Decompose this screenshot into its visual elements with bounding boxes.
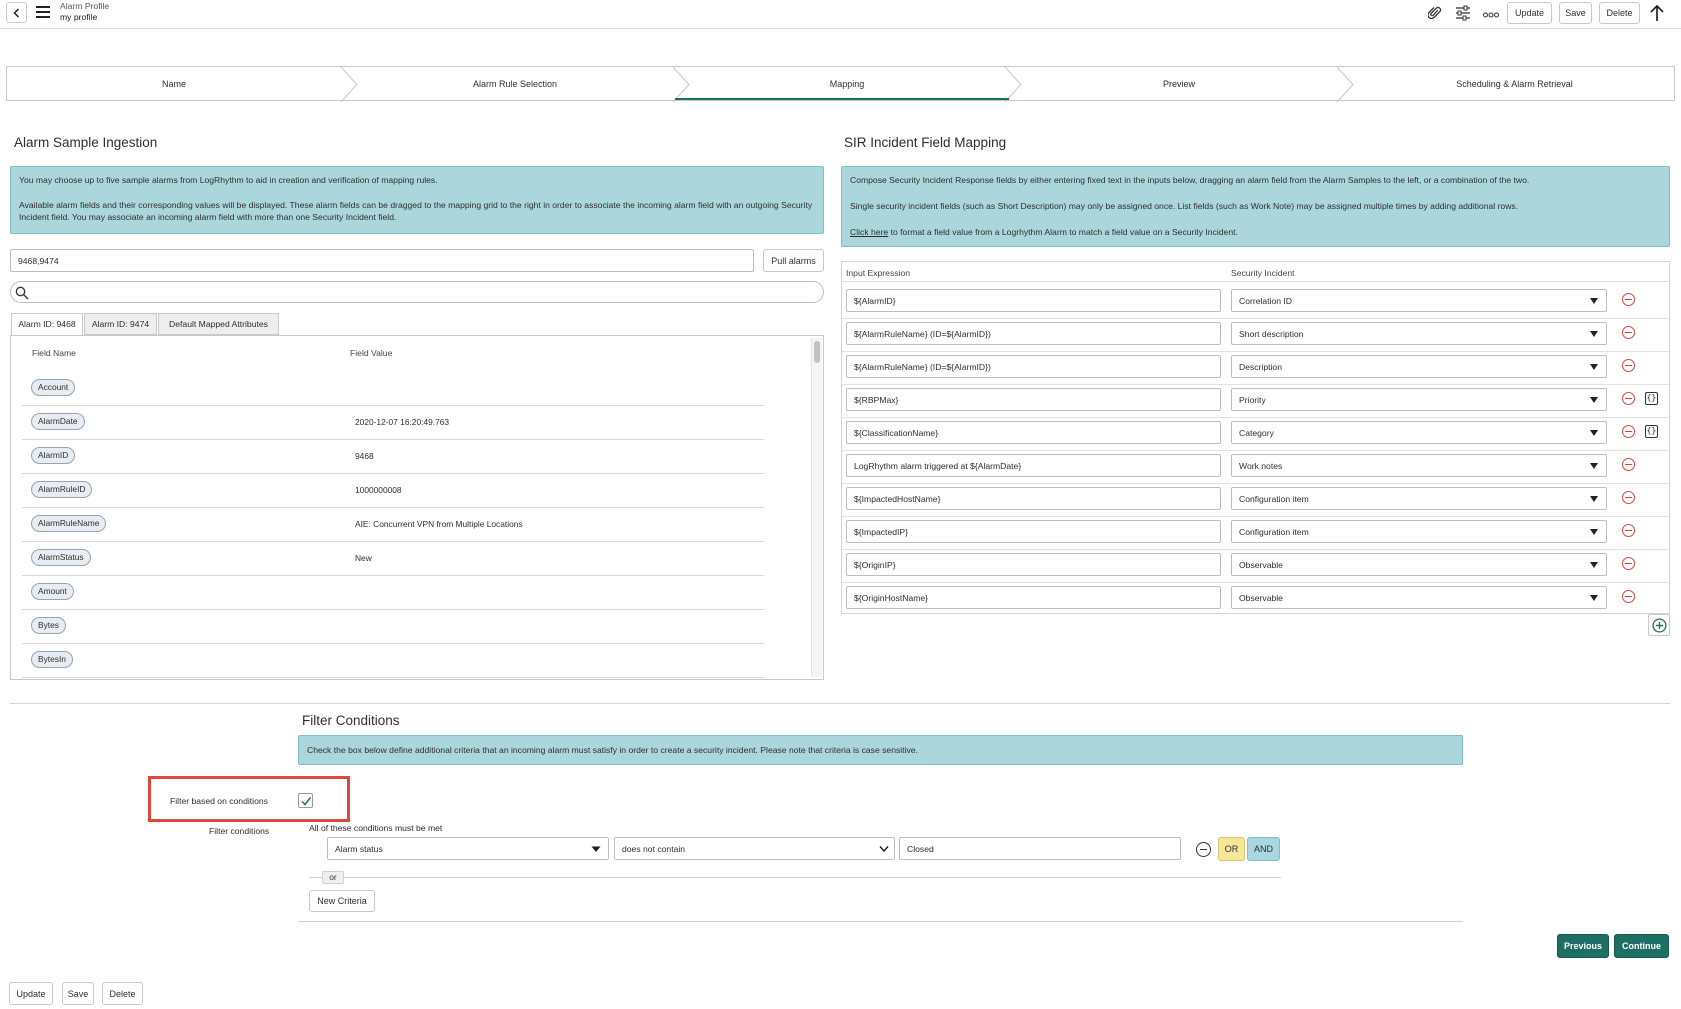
table-scrollbar[interactable] bbox=[811, 338, 822, 677]
format-script-icon[interactable]: {} bbox=[1645, 425, 1658, 438]
condition-value-input[interactable]: Closed bbox=[899, 837, 1181, 860]
security-incident-select[interactable] bbox=[1231, 289, 1607, 312]
remove-row-icon[interactable] bbox=[1622, 425, 1635, 438]
chevron-down-icon bbox=[1590, 364, 1598, 370]
remove-row-icon[interactable] bbox=[1622, 293, 1635, 306]
filter-info: Check the box below define additional criteria that an incoming alarm must satisfy in order to create a security incident. Please note that criteria is case sensitive. bbox=[298, 735, 1463, 765]
pull-alarms-button[interactable]: Pull alarms bbox=[763, 249, 824, 272]
mapping-grid-bottom bbox=[841, 613, 1670, 614]
row-divider bbox=[842, 351, 1669, 352]
row-divider bbox=[22, 541, 764, 542]
input-expression[interactable]: ${OriginIP} bbox=[846, 553, 1221, 576]
field-pill[interactable]: Amount bbox=[31, 583, 74, 600]
row-divider bbox=[842, 483, 1669, 484]
input-expression[interactable]: ${OriginHostName} bbox=[846, 586, 1221, 609]
chevron-down-icon bbox=[1590, 562, 1598, 568]
tab-alarm-9468[interactable] bbox=[11, 313, 83, 335]
field-pill[interactable]: AlarmRuleName bbox=[31, 515, 106, 532]
ingestion-info bbox=[10, 166, 824, 234]
remove-row-icon[interactable] bbox=[1622, 590, 1635, 603]
continue-button[interactable]: Continue bbox=[1614, 934, 1669, 958]
back-button[interactable] bbox=[6, 2, 27, 23]
condition-operator-select[interactable] bbox=[614, 837, 895, 860]
or-divider-line bbox=[309, 877, 1281, 878]
condition-field-select[interactable] bbox=[327, 837, 609, 860]
chevron-down-icon bbox=[1590, 298, 1598, 304]
and-button[interactable]: AND bbox=[1247, 837, 1280, 861]
mapping-info-line2: Single security incident fields (such as Short Description) may only be assigned once. List fields (such as Work Note) may be assigned multiple times by adding additional rows. bbox=[850, 201, 1519, 211]
ingestion-title: Alarm Sample Ingestion bbox=[14, 135, 158, 150]
remove-condition-bar bbox=[1200, 849, 1207, 850]
select-value: Category bbox=[1239, 427, 1274, 438]
ingestion-info-line1: You may choose up to five sample alarms from LogRhythm to aid in creation and verification of mapping rules. bbox=[19, 175, 438, 185]
hamburger-icon[interactable] bbox=[36, 6, 50, 18]
filter-section-bottom-line bbox=[298, 921, 1463, 922]
alarm-field-table bbox=[10, 335, 824, 680]
tab-label: Alarm ID: 9474 bbox=[91, 319, 150, 329]
step-scheduling[interactable]: Scheduling & Alarm Retrieval bbox=[1456, 79, 1573, 89]
field-pill[interactable]: AlarmID bbox=[31, 447, 75, 464]
save-button[interactable]: Save bbox=[1559, 2, 1592, 24]
row-divider bbox=[842, 549, 1669, 550]
tab-default-mapped-attributes[interactable] bbox=[158, 313, 279, 335]
step-name[interactable]: Name bbox=[161, 79, 186, 89]
security-incident-select[interactable] bbox=[1231, 421, 1607, 444]
mapping-title: SIR Incident Field Mapping bbox=[844, 135, 1007, 150]
row-divider bbox=[842, 384, 1669, 385]
input-expression[interactable]: ${ClassificationName} bbox=[846, 421, 1221, 444]
or-divider-label: or bbox=[322, 871, 344, 884]
chevron-left-icon bbox=[12, 8, 22, 18]
row-divider bbox=[842, 417, 1669, 418]
security-incident-select[interactable] bbox=[1231, 553, 1607, 576]
input-expression[interactable]: ${RBPMax} bbox=[846, 388, 1221, 411]
checkmark-icon bbox=[300, 795, 312, 807]
filter-checkbox[interactable] bbox=[298, 793, 313, 808]
click-here-link[interactable]: Click here bbox=[850, 227, 889, 237]
record-name: my profile bbox=[60, 12, 98, 22]
chevron-down-icon bbox=[1590, 496, 1598, 502]
mapping-info-line3 bbox=[850, 226, 1661, 238]
filter-checkbox-label: Filter based on conditions bbox=[170, 796, 268, 806]
chevron-down-icon bbox=[1590, 463, 1598, 469]
mapping-info-line1: Compose Security Incident Response fields by either entering fixed text in the inputs below, dragging an alarm field from the Alarm Samples to the left, or a combination of the two. bbox=[850, 175, 1530, 185]
alarm-ids-input[interactable]: 9468,9474 bbox=[10, 249, 754, 272]
field-search-input[interactable] bbox=[10, 281, 824, 303]
select-value: Observable bbox=[1239, 592, 1283, 603]
select-value: Description bbox=[1239, 361, 1282, 372]
select-value: does not contain bbox=[622, 843, 686, 854]
field-pill[interactable]: Account bbox=[31, 379, 75, 396]
search-icon bbox=[15, 286, 29, 300]
security-incident-select[interactable] bbox=[1231, 355, 1607, 378]
scrollbar-thumb[interactable] bbox=[814, 341, 820, 363]
security-incident-select[interactable] bbox=[1231, 487, 1607, 510]
security-incident-select[interactable] bbox=[1231, 454, 1607, 477]
select-value: Work notes bbox=[1239, 460, 1283, 471]
footer-update-button[interactable]: Update bbox=[9, 982, 53, 1005]
row-divider bbox=[22, 609, 764, 610]
row-divider bbox=[842, 516, 1669, 517]
security-incident-select[interactable] bbox=[1231, 322, 1607, 345]
chevron-down-icon bbox=[879, 845, 889, 853]
input-expression[interactable]: ${AlarmRuleName} (ID=${AlarmID}) bbox=[846, 355, 1221, 378]
field-pill[interactable]: AlarmStatus bbox=[31, 549, 91, 566]
row-divider bbox=[22, 473, 764, 474]
col-security-incident: Security Incident bbox=[1231, 268, 1295, 278]
security-incident-select[interactable] bbox=[1231, 586, 1607, 609]
form-header bbox=[0, 0, 1681, 29]
field-pill[interactable]: Bytes bbox=[31, 617, 66, 634]
select-value: Alarm status bbox=[335, 843, 383, 854]
input-expression[interactable]: ${ImpactedHostName} bbox=[846, 487, 1221, 510]
chevron-down-icon bbox=[1590, 397, 1598, 403]
paperclip-icon[interactable] bbox=[1428, 6, 1442, 20]
input-expression[interactable]: LogRhythm alarm triggered at ${AlarmDate} bbox=[846, 454, 1221, 477]
tab-label: Default Mapped Attributes bbox=[169, 319, 268, 329]
col-input-expression: Input Expression bbox=[846, 268, 911, 278]
sliders-icon[interactable] bbox=[1455, 5, 1471, 21]
filter-conditions-label: Filter conditions bbox=[209, 826, 270, 836]
remove-row-icon[interactable] bbox=[1622, 392, 1635, 405]
remove-condition-icon[interactable] bbox=[1196, 842, 1211, 857]
ingestion-info-line2: Available alarm fields and their corresponding values will be displayed. These alarm fields can be dragged to the mapping grid to the right in order to associate the incoming alarm field with an outgoing Security Incident field. You may associate an incoming alarm field with more than one Security Incident field. bbox=[19, 200, 813, 222]
footer-save-button[interactable]: Save bbox=[62, 982, 94, 1005]
row-divider bbox=[842, 582, 1669, 583]
row-divider bbox=[842, 318, 1669, 319]
row-divider bbox=[22, 643, 764, 644]
remove-row-icon[interactable] bbox=[1622, 359, 1635, 372]
footer-delete-button[interactable]: Delete bbox=[102, 982, 143, 1005]
format-script-icon[interactable]: {} bbox=[1645, 392, 1658, 405]
field-pill[interactable]: BytesIn bbox=[31, 651, 73, 668]
field-pill[interactable]: AlarmDate bbox=[31, 413, 85, 430]
mapping-info-line3-text: to format a field value from a Logrhythm Alarm to match a field value on a Security Incident. bbox=[888, 227, 1238, 237]
security-incident-select[interactable] bbox=[1231, 520, 1607, 543]
select-value: Configuration item bbox=[1239, 526, 1309, 537]
col-field-value: Field Value bbox=[350, 348, 393, 358]
remove-row-icon[interactable] bbox=[1622, 326, 1635, 339]
chevron-down-icon bbox=[591, 846, 601, 853]
add-row-button[interactable] bbox=[1648, 614, 1670, 636]
tab-alarm-9474[interactable] bbox=[84, 313, 157, 335]
wizard-stepper bbox=[6, 66, 1675, 101]
step-preview[interactable]: Preview bbox=[1162, 79, 1195, 89]
ellipsis-icon[interactable] bbox=[1483, 10, 1499, 16]
row-divider bbox=[22, 507, 764, 508]
row-divider bbox=[22, 405, 764, 406]
input-expression[interactable]: ${AlarmRuleName} (ID=${AlarmID}) bbox=[846, 322, 1221, 345]
chevron-down-icon bbox=[1590, 331, 1598, 337]
remove-row-icon[interactable] bbox=[1622, 458, 1635, 471]
row-divider bbox=[22, 677, 764, 678]
row-divider bbox=[22, 575, 764, 576]
new-criteria-button[interactable]: New Criteria bbox=[309, 890, 375, 912]
remove-row-icon[interactable] bbox=[1622, 557, 1635, 570]
select-value: Priority bbox=[1239, 394, 1266, 405]
record-type: Alarm Profile bbox=[60, 1, 110, 11]
chevron-down-icon bbox=[1590, 595, 1598, 601]
chevron-down-icon bbox=[1590, 529, 1598, 535]
delete-button[interactable]: Delete bbox=[1599, 2, 1640, 24]
plus-circle-icon bbox=[1652, 618, 1667, 633]
mapping-header-divider bbox=[842, 281, 1669, 282]
input-expression[interactable]: ${AlarmID} bbox=[846, 289, 1221, 312]
chevron-down-icon bbox=[1590, 430, 1598, 436]
filter-title: Filter Conditions bbox=[302, 713, 400, 728]
tab-label: Alarm ID: 9468 bbox=[18, 319, 76, 329]
all-conditions-label: All of these conditions must be met bbox=[309, 823, 443, 833]
select-value: Short description bbox=[1239, 328, 1304, 339]
col-field-name: Field Name bbox=[32, 348, 76, 358]
select-value: Observable bbox=[1239, 559, 1283, 570]
row-divider bbox=[842, 450, 1669, 451]
field-value: 9468 bbox=[355, 451, 374, 461]
field-pill[interactable]: AlarmRuleID bbox=[31, 481, 92, 498]
remove-row-icon[interactable] bbox=[1622, 524, 1635, 537]
mapping-info bbox=[841, 166, 1670, 247]
field-value: 2020-12-07 16:20:49.763 bbox=[355, 417, 450, 427]
row-divider bbox=[22, 439, 764, 440]
step-alarm-rule-selection[interactable]: Alarm Rule Selection bbox=[472, 79, 558, 89]
select-value: Configuration item bbox=[1239, 493, 1309, 504]
step-active-underline bbox=[675, 98, 1009, 100]
or-button[interactable]: OR bbox=[1218, 837, 1245, 861]
previous-button[interactable]: Previous bbox=[1557, 934, 1609, 958]
input-expression[interactable]: ${ImpactedIP} bbox=[846, 520, 1221, 543]
field-value: AIE: Concurrent VPN from Multiple Locations bbox=[355, 519, 523, 529]
select-value: Correlation ID bbox=[1239, 295, 1293, 306]
security-incident-select[interactable] bbox=[1231, 388, 1607, 411]
arrow-up-icon[interactable] bbox=[1649, 4, 1665, 22]
update-button[interactable]: Update bbox=[1507, 2, 1552, 24]
field-value: New bbox=[355, 553, 372, 563]
remove-row-icon[interactable] bbox=[1622, 491, 1635, 504]
field-value: 1000000008 bbox=[355, 485, 402, 495]
step-mapping[interactable]: Mapping bbox=[829, 79, 865, 89]
section-divider bbox=[10, 703, 1670, 704]
